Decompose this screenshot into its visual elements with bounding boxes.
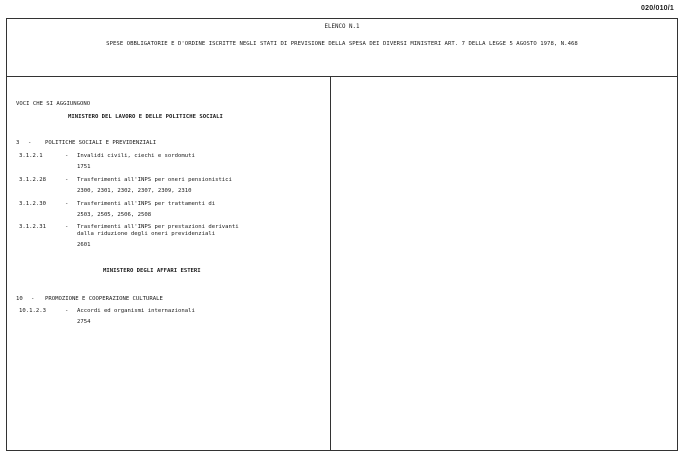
section-number: 10: [16, 296, 23, 302]
item-chapters: 1751: [77, 164, 91, 170]
item-chapters: 2503, 2505, 2506, 2508: [77, 212, 152, 218]
page-code: 020/010/1: [641, 5, 674, 12]
section-dash: -: [28, 140, 32, 146]
item-code: 10.1.2.3: [19, 308, 46, 314]
item-chapters: 2754: [77, 319, 91, 325]
item-chapters: 2300, 2301, 2302, 2307, 2309, 2310: [77, 188, 192, 194]
section-label: PROMOZIONE E COOPERAZIONE CULTURALE: [45, 296, 163, 302]
intro-heading: VOCI CHE SI AGGIUNGONO: [16, 101, 91, 107]
item-description: Accordi ed organismi internazionali: [77, 308, 195, 314]
section-label: POLITICHE SOCIALI E PREVIDENZIALI: [45, 140, 157, 146]
section-dash: -: [31, 296, 35, 302]
left-column: [7, 77, 330, 451]
item-description: Trasferimenti all'INPS per trattamenti di: [77, 201, 216, 207]
document-header: [7, 19, 677, 77]
item-dash: -: [65, 224, 69, 230]
item-description: Invalidi civili, ciechi e sordomuti: [77, 153, 195, 159]
item-description-cont: dalla riduzione degli oneri previdenziali: [77, 231, 216, 237]
item-chapters: 2601: [77, 242, 91, 248]
section-number: 3: [16, 140, 20, 146]
item-description: Trasferimenti all'INPS per prestazioni derivanti: [77, 224, 239, 230]
item-dash: -: [65, 177, 69, 183]
item-dash: -: [65, 308, 69, 314]
item-description: Trasferimenti all'INPS per oneri pensionistici: [77, 177, 232, 183]
list-subtitle: SPESE OBBLIGATORIE E D'ORDINE ISCRITTE NEGLI STATI DI PREVISIONE DELLA SPESA DEI DIVERSI MINISTERI ART. 7 DELLA LEGGE 5 AGOSTO 1978, N.468: [106, 41, 578, 47]
ministry-title: MINISTERO DEL LAVORO E DELLE POLITICHE SOCIALI: [68, 114, 223, 120]
item-code: 3.1.2.1: [19, 153, 43, 159]
item-code: 3.1.2.31: [19, 224, 46, 230]
column-divider: [330, 77, 331, 451]
item-code: 3.1.2.30: [19, 201, 46, 207]
ministry-title: MINISTERO DEGLI AFFARI ESTERI: [103, 268, 201, 274]
list-title: ELENCO N.1: [324, 24, 360, 30]
item-code: 3.1.2.28: [19, 177, 46, 183]
item-dash: -: [65, 153, 69, 159]
item-dash: -: [65, 201, 69, 207]
document-frame: [6, 18, 678, 451]
